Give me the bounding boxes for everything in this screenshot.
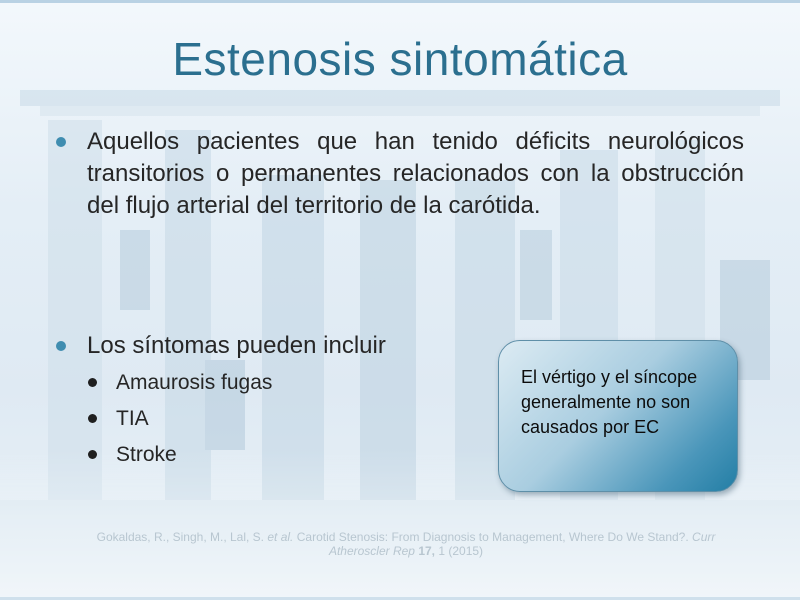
sub-bullet-text: Stroke xyxy=(116,443,177,466)
sub-bullet-text: TIA xyxy=(116,407,149,430)
citation-reference xyxy=(96,530,716,558)
sub-bullet-item xyxy=(88,405,149,433)
citation-issue: 1 (2015) xyxy=(438,544,484,558)
citation-volume: 17, xyxy=(418,544,436,558)
sub-bullet-dot-icon xyxy=(88,414,97,423)
callout-text: El vértigo y el síncope generalmente no son causados por EC xyxy=(521,367,698,437)
sub-bullet-text: Amaurosis fugas xyxy=(116,371,273,394)
sub-bullet-item xyxy=(88,441,177,469)
citation-title: Carotid Stenosis: From Diagnosis to Management, Where Do We Stand?. xyxy=(296,530,689,544)
citation-journal: Curr Atheroscler Rep xyxy=(328,530,716,558)
callout-box xyxy=(498,340,738,492)
sub-bullet-dot-icon xyxy=(88,378,97,387)
citation-etal: et al. xyxy=(267,530,294,544)
top-border xyxy=(0,0,800,3)
sub-bullet-dot-icon xyxy=(88,450,97,459)
sub-bullet-item xyxy=(88,369,272,397)
citation-authors: Gokaldas, R., Singh, M., Lal, S. xyxy=(96,530,265,544)
bullet-item-definition xyxy=(56,126,744,222)
bullet-dot-icon xyxy=(56,341,66,351)
slide-title: Estenosis sintomática xyxy=(172,33,628,85)
bullet-dot-icon xyxy=(56,137,66,147)
bullet-text: Los síntomas pueden incluir xyxy=(87,332,386,359)
bullet-text: Aquellos pacientes que han tenido déficits neurológicos transitorios o permanentes relacionados con la obstrucción del flujo arterial del territorio de la carótida. xyxy=(87,128,744,219)
